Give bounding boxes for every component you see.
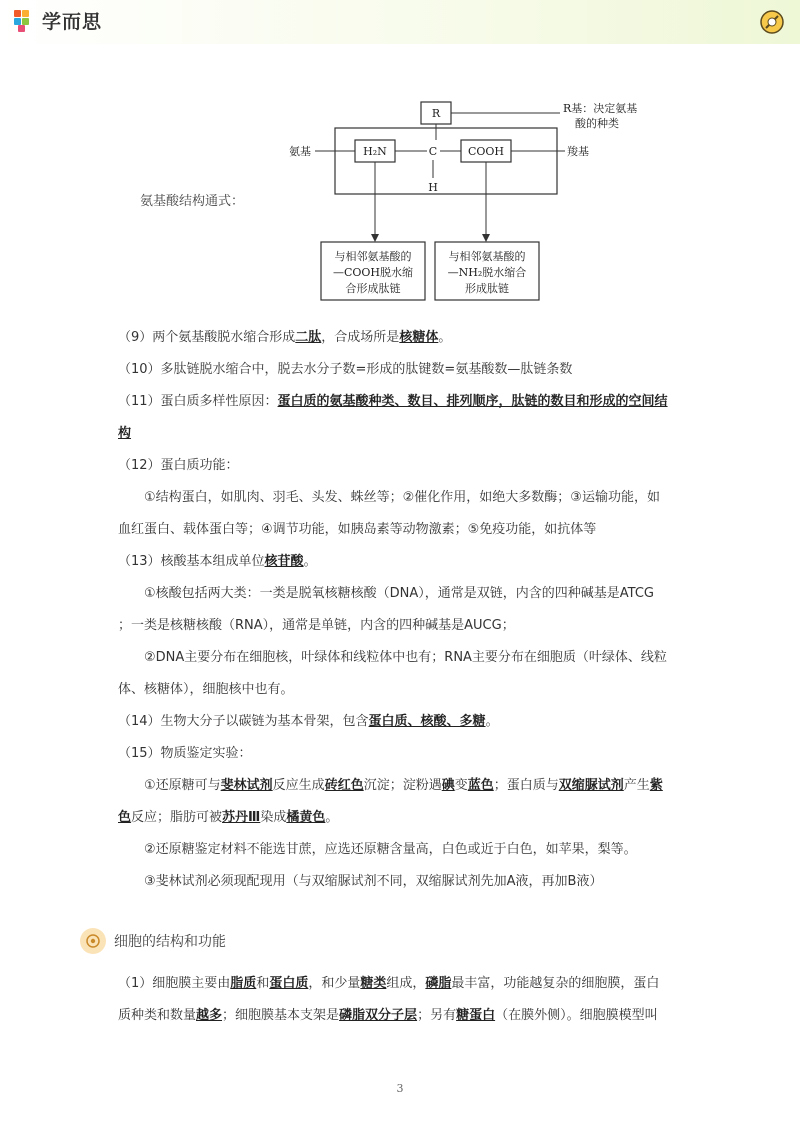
protein-notes [118, 322, 718, 898]
carboxyl-label: 羧基 [567, 145, 589, 158]
item-10: （10）多肽链脱水缩合中，脱去水分子数=形成的肽键数=氨基酸数—肽链条数 [118, 362, 573, 377]
right-note-2: —NH₂脱水缩合 [447, 266, 527, 279]
badge-icon [758, 8, 786, 36]
logo-mark-icon [14, 10, 36, 32]
item-11-cont: 构 [118, 426, 132, 441]
item-15-line3: ②还原糖鉴定材料不能选甘蔗，应选还原糖含量高，白色或近于白色，如苹果，梨等。 [144, 842, 637, 857]
page-header [0, 0, 800, 44]
left-note-1: 与相邻氨基酸的 [334, 250, 412, 263]
cell-item-1-line1: （1）细胞膜主要由脂质和蛋白质，和少量糖类组成，磷脂最丰富，功能越复杂的细胞膜，蛋白 [118, 976, 660, 991]
item-13-line4: 体、核糖体），细胞核中也有。 [118, 682, 294, 697]
item-9: （9）两个氨基酸脱水缩合形成二肽，合成场所是核糖体。 [118, 330, 452, 345]
diagram-label: 氨基酸结构通式： [140, 194, 245, 209]
cell-item-1-line2: 质种类和数量越多；细胞膜基本支架是磷脂双分子层；另有糖蛋白（在膜外侧）。细胞膜模型叫 [118, 1008, 658, 1023]
r-note-line2: 酸的种类 [575, 117, 619, 130]
item-13-line1: ①核酸包括两大类：一类是脱氧核糖核酸（DNA），通常是双链，内含的四种碱基是ATCG [144, 586, 654, 601]
brand-logo[interactable] [14, 7, 102, 34]
item-15-line2: 色反应；脂肪可被苏丹Ⅲ染成橘黄色。 [118, 810, 339, 825]
cooh-label: COOH [467, 145, 505, 158]
page-number: 3 [396, 1082, 404, 1095]
amino-acid-structure-diagram [275, 100, 670, 310]
item-15: （15）物质鉴定实验： [118, 746, 252, 761]
item-14: （14）生物大分子以碳链为基本骨架，包含蛋白质、核酸、多糖。 [118, 714, 499, 729]
r-label: R [431, 107, 441, 120]
left-note-3: 合形成肽链 [345, 282, 401, 295]
r-note-line1: R基：决定氨基 [563, 102, 638, 115]
section-title: 细胞的结构和功能 [114, 934, 226, 950]
item-15-line1: ①还原糖可与斐林试剂反应生成砖红色沉淀；淀粉遇碘变蓝色；蛋白质与双缩脲试剂产生紫 [144, 778, 663, 793]
carbon-label: C [428, 145, 438, 158]
section-heading [80, 928, 226, 954]
left-note-2: —COOH脱水缩 [332, 266, 414, 279]
hydrogen-label: H [428, 181, 438, 194]
cell-notes [118, 968, 718, 1032]
item-11: （11）蛋白质多样性原因：蛋白质的氨基酸种类、数目、排列顺序，肽链的数目和形成的空间结 [118, 394, 668, 409]
logo-text: 学而思 [42, 11, 103, 33]
item-12: （12）蛋白质功能： [118, 458, 239, 473]
cell-icon [80, 928, 106, 954]
amino-label: 氨基 [289, 145, 311, 158]
item-13-line3: ②DNA主要分布在细胞核，叶绿体和线粒体中也有；RNA主要分布在细胞质（叶绿体、线粒 [144, 650, 667, 665]
item-13: （13）核酸基本组成单位核苷酸。 [118, 554, 317, 569]
item-13-line2: ；一类是核糖核酸（RNA），通常是单链，内含的四种碱基是AUCG； [118, 618, 515, 633]
h2n-label: H₂N [363, 145, 387, 158]
item-12-line1: ①结构蛋白，如肌肉、羽毛、头发、蛛丝等；②催化作用，如绝大多数酶；③运输功能，如 [144, 490, 660, 505]
right-note-3: 形成肽链 [465, 282, 509, 295]
item-15-line4: ③斐林试剂必须现配现用（与双缩脲试剂不同，双缩脲试剂先加A液，再加B液） [144, 874, 603, 889]
right-note-1: 与相邻氨基酸的 [448, 250, 526, 263]
item-12-line2: 血红蛋白、载体蛋白等；④调节功能，如胰岛素等动物激素；⑤免疫功能，如抗体等 [118, 522, 597, 537]
